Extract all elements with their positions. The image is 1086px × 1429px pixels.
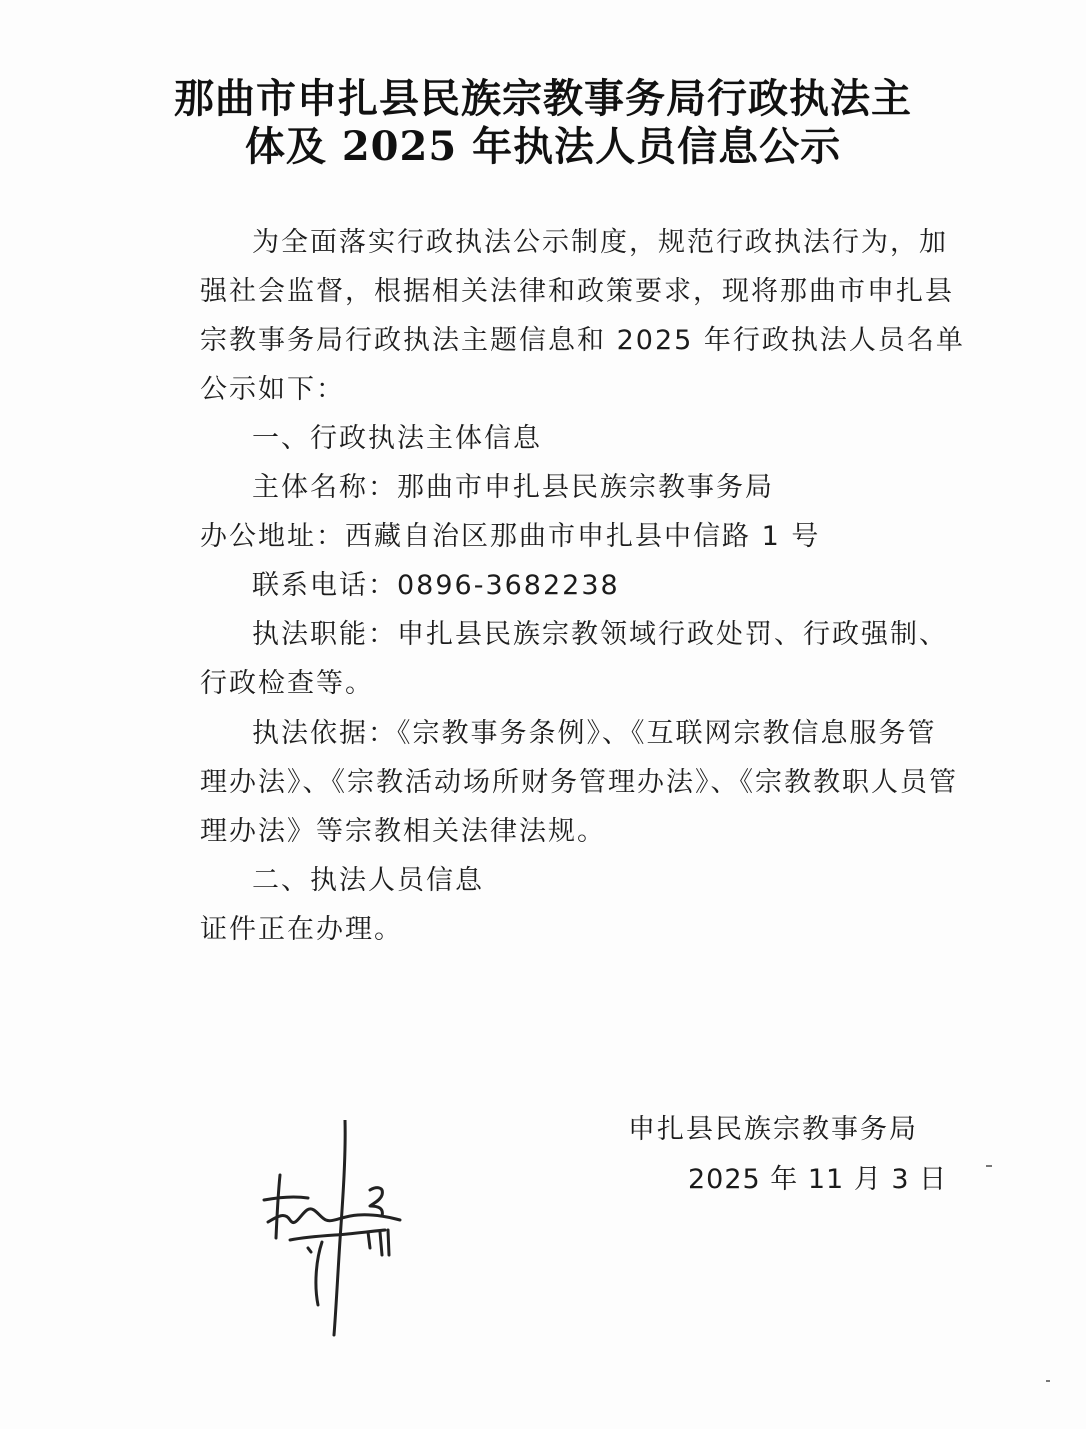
intro-line-2: 强社会监督，根据相关法律和政策要求，现将那曲市申扎县	[200, 276, 954, 307]
signing-organization: 申扎县民族宗教事务局	[628, 1114, 918, 1145]
section-1-heading: 一、行政执法主体信息	[252, 423, 542, 454]
handwritten-signature	[250, 1120, 410, 1340]
intro-line-3: 宗教事务局行政执法主题信息和 2025 年行政执法人员名单	[200, 325, 965, 356]
intro-line-4: 公示如下：	[200, 374, 345, 405]
function-line-2: 行政检查等。	[200, 668, 374, 699]
scan-speck	[1046, 1380, 1050, 1382]
document-title-line-2: 体及 2025 年执法人员信息公示	[244, 123, 842, 170]
office-address: 办公地址：西藏自治区那曲市申扎县中信路 1 号	[200, 521, 821, 552]
section-2-text: 证件正在办理。	[200, 914, 403, 945]
section-2-heading: 二、执法人员信息	[252, 865, 484, 896]
intro-line-1: 为全面落实行政执法公示制度，规范行政执法行为，加	[252, 227, 948, 258]
entity-name: 主体名称：那曲市申扎县民族宗教事务局	[252, 472, 774, 503]
basis-line-3: 理办法》等宗教相关法律法规。	[200, 816, 606, 847]
scan-speck	[986, 1165, 992, 1167]
document-title-line-1: 那曲市申扎县民族宗教事务局行政执法主	[174, 75, 912, 122]
contact-phone: 联系电话：0896-3682238	[252, 570, 620, 601]
basis-line-2: 理办法》、《宗教活动场所财务管理办法》、《宗教教职人员管	[200, 767, 958, 798]
basis-line-1: 执法依据：《宗教事务条例》、《互联网宗教信息服务管	[252, 718, 937, 749]
function-line-1: 执法职能：申扎县民族宗教领域行政处罚、行政强制、	[252, 619, 948, 650]
signing-date: 2025 年 11 月 3 日	[688, 1164, 948, 1195]
